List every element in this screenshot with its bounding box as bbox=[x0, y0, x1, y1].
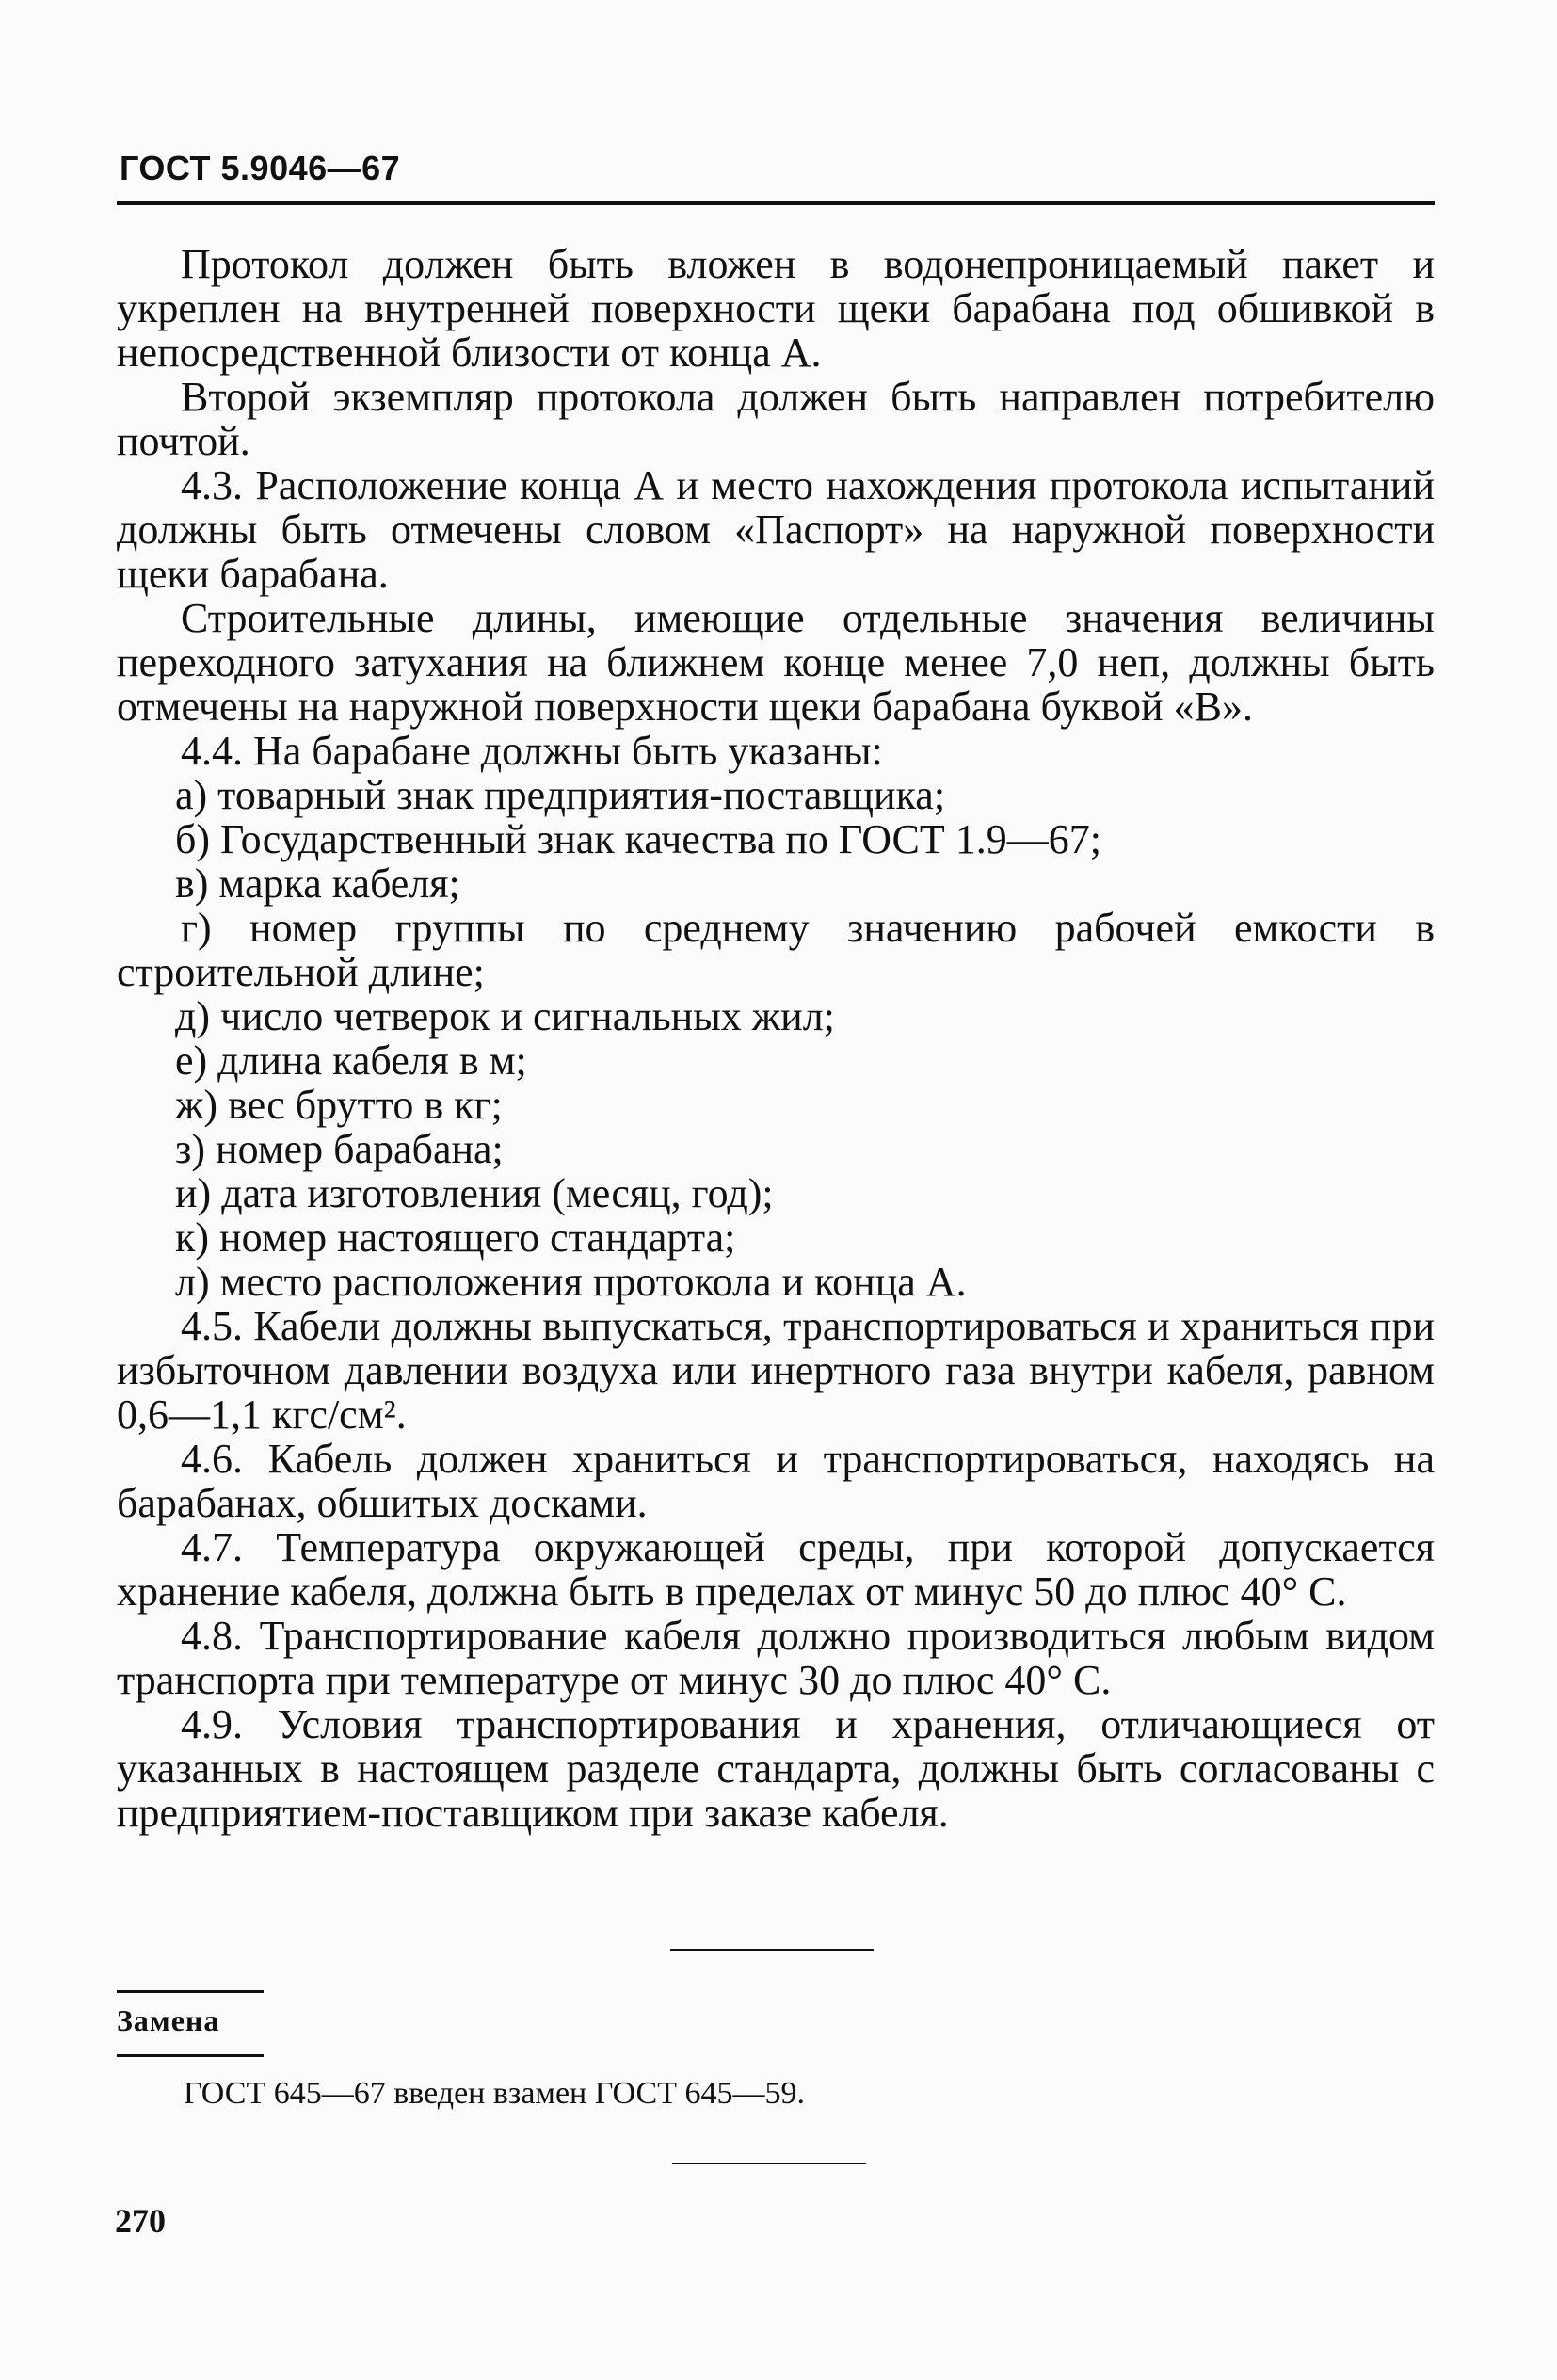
list-item: ж) вес брутто в кг; bbox=[175, 1082, 503, 1128]
footnote-text: ГОСТ 645—67 введен взамен ГОСТ 645—59. bbox=[184, 2076, 805, 2111]
list-item: и) дата изготовления (месяц, год); bbox=[175, 1170, 774, 1216]
header-rule bbox=[117, 201, 1435, 205]
list-item: д) число четверок и сигнальных жил; bbox=[175, 993, 835, 1039]
paragraph: Второй экземпляр протокола должен быть направлен потребителю почтой. bbox=[117, 374, 1435, 464]
paragraph: 4.6. Кабель должен храниться и транспортироваться, находясь на барабанах, обшитых досками. bbox=[117, 1436, 1435, 1526]
list-item: л) место расположения протокола и конца А. bbox=[175, 1259, 967, 1305]
footnote-label: Замена bbox=[117, 2003, 220, 2037]
paragraph: 4.7. Температура окружающей среды, при которой допускается хранение кабеля, должна быть в пределах от минус 50 до плюс 40° С. bbox=[117, 1524, 1435, 1615]
list-item: з) номер барабана; bbox=[175, 1126, 504, 1172]
paragraph: 4.5. Кабели должны выпускаться, транспортироваться и храниться при избыточном давлении воздуха или инертного газа внутри кабеля, равном 0,6—1,1 кгс/см². bbox=[117, 1303, 1435, 1438]
document-body bbox=[117, 242, 1435, 1835]
footnote-rule-top bbox=[117, 1990, 264, 1993]
separator-line bbox=[672, 2163, 866, 2164]
separator-line bbox=[670, 1949, 874, 1951]
paragraph: Строительные длины, имеющие отдельные значения величины переходного затухания на ближнем конце менее 7,0 неп, должны быть отмечены на наружной поверхности щеки барабана буквой «В». bbox=[117, 595, 1435, 730]
page-number: 270 bbox=[115, 2202, 166, 2240]
footnote-rule-bottom bbox=[117, 2054, 264, 2057]
list-item: б) Государственный знак качества по ГОСТ 1.9—67; bbox=[175, 816, 1102, 862]
list-item: к) номер настоящего стандарта; bbox=[175, 1214, 736, 1261]
list-item: в) марка кабеля; bbox=[175, 860, 460, 907]
paragraph: 4.3. Расположение конца А и место нахождения протокола испытаний должны быть отмечены словом «Паспорт» на наружной поверхности щеки барабана. bbox=[117, 462, 1435, 597]
list-item: а) товарный знак предприятия-поставщика; bbox=[175, 772, 946, 818]
list-item: г) номер группы по среднему значению рабочей емкости в строительной длине; bbox=[117, 905, 1435, 995]
paragraph: Протокол должен быть вложен в водонепроницаемый пакет и укреплен на внутренней поверхности щеки барабана под обшивкой в непосредственной близости от конца А. bbox=[117, 241, 1435, 376]
paragraph: 4.8. Транспортирование кабеля должно производиться любым видом транспорта при температуре от минус 30 до плюс 40° С. bbox=[117, 1613, 1435, 1703]
document-header: ГОСТ 5.9046—67 bbox=[120, 149, 401, 187]
list-item: е) длина кабеля в м; bbox=[175, 1037, 527, 1084]
paragraph: 4.9. Условия транспортирования и хранения, отличающиеся от указанных в настоящем разделе стандарта, должны быть согласованы с предприятием-поставщиком при заказе кабеля. bbox=[117, 1701, 1435, 1836]
paragraph: 4.4. На барабане должны быть указаны: bbox=[181, 728, 883, 774]
